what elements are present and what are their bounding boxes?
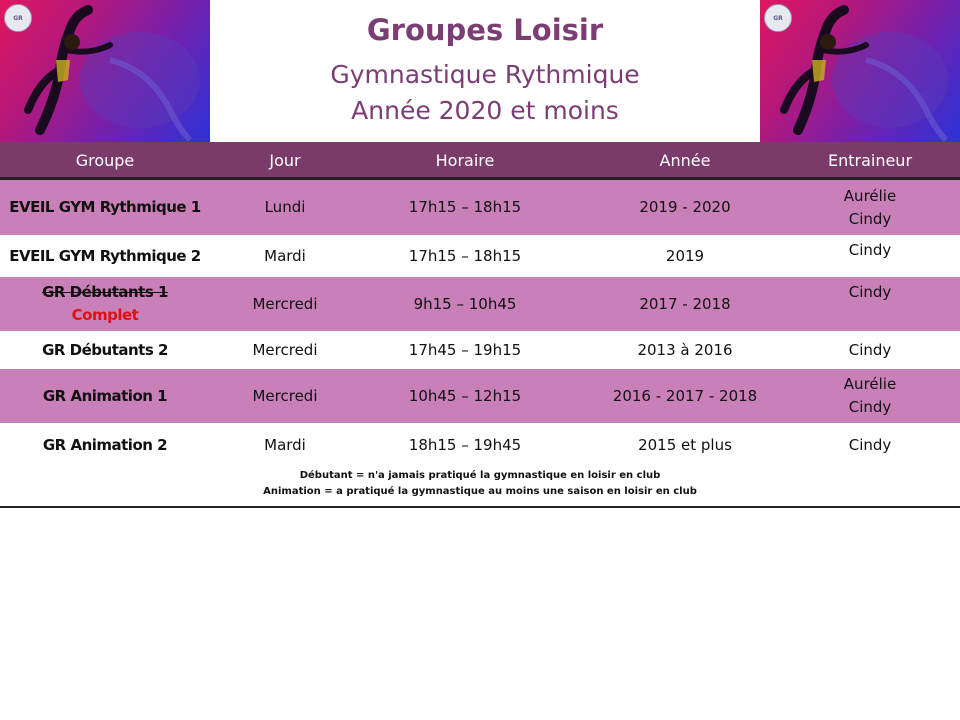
column-header-annee: Année bbox=[659, 150, 711, 170]
table-row bbox=[0, 369, 960, 423]
coach-cell bbox=[800, 180, 940, 235]
time-cell: 18h15 – 19h45 bbox=[408, 436, 522, 454]
page-year-line: Année 2020 et moins bbox=[351, 96, 619, 125]
time-cell: 17h15 – 18h15 bbox=[408, 246, 522, 265]
day-cell: Lundi bbox=[264, 198, 306, 216]
coach-cell bbox=[800, 423, 940, 468]
column-header-entraineur: Entraineur bbox=[827, 150, 913, 170]
group-name: GR Animation 1 bbox=[42, 386, 168, 405]
day-cell: Mercredi bbox=[252, 340, 318, 359]
column-header-groupe: Groupe bbox=[75, 150, 135, 170]
table-row bbox=[0, 235, 960, 277]
time-cell: 17h45 – 19h15 bbox=[408, 340, 522, 359]
coach-name: Cindy bbox=[848, 398, 892, 416]
coach-name: Cindy bbox=[848, 209, 892, 228]
time-cell: 17h15 – 18h15 bbox=[408, 198, 522, 216]
day-cell: Mercredi bbox=[252, 386, 318, 405]
day-cell: Mercredi bbox=[252, 294, 318, 313]
gymnast-photo-left bbox=[0, 0, 210, 142]
header-banner bbox=[0, 0, 960, 142]
group-cell bbox=[0, 277, 210, 331]
table-row bbox=[0, 331, 960, 369]
status-badge: Complet bbox=[71, 306, 139, 324]
coach-name: Cindy bbox=[848, 241, 892, 259]
coach-cell bbox=[800, 235, 940, 277]
club-logo: GR bbox=[4, 4, 32, 32]
page-title: Groupes Loisir bbox=[366, 13, 604, 47]
title-block bbox=[212, 0, 758, 142]
coach-name: Cindy bbox=[848, 283, 892, 301]
coach-cell bbox=[800, 369, 940, 423]
note-debutant: Débutant = n'a jamais pratiqué la gymnastique en loisir en club bbox=[299, 470, 661, 481]
group-name: EVEIL GYM Rythmique 1 bbox=[9, 198, 201, 216]
group-name: GR Débutants 2 bbox=[42, 340, 168, 359]
table-header bbox=[0, 142, 960, 180]
time-cell: 9h15 – 10h45 bbox=[413, 294, 517, 313]
year-cell: 2017 - 2018 bbox=[639, 294, 731, 313]
table-row bbox=[0, 423, 960, 468]
coach-name: Aurélie bbox=[843, 186, 897, 205]
gymnast-photo-right bbox=[760, 0, 960, 142]
group-name: GR Animation 2 bbox=[42, 436, 168, 454]
coach-cell bbox=[800, 331, 940, 369]
day-cell: Mardi bbox=[264, 246, 306, 265]
coach-cell bbox=[800, 277, 940, 331]
year-cell: 2019 bbox=[665, 246, 705, 265]
legend-notes bbox=[0, 468, 960, 508]
table-row bbox=[0, 180, 960, 235]
note-animation: Animation = a pratiqué la gymnastique au moins une saison en loisir en club bbox=[263, 486, 697, 497]
year-cell: 2016 - 2017 - 2018 bbox=[612, 386, 758, 405]
club-logo: GR bbox=[764, 4, 792, 32]
year-cell: 2013 à 2016 bbox=[637, 340, 733, 359]
group-name: EVEIL GYM Rythmique 2 bbox=[9, 246, 201, 265]
year-cell: 2019 - 2020 bbox=[639, 198, 731, 216]
year-cell: 2015 et plus bbox=[638, 436, 732, 454]
group-name: GR Débutants 1 bbox=[42, 283, 168, 301]
coach-name: Cindy bbox=[848, 340, 892, 359]
day-cell: Mardi bbox=[264, 436, 306, 454]
coach-name: Cindy bbox=[848, 436, 892, 454]
time-cell: 10h45 – 12h15 bbox=[408, 386, 522, 405]
column-header-jour: Jour bbox=[269, 150, 301, 170]
page-subtitle: Gymnastique Rythmique bbox=[330, 60, 640, 89]
column-header-horaire: Horaire bbox=[435, 150, 495, 170]
table-row bbox=[0, 277, 960, 331]
coach-name: Aurélie bbox=[843, 375, 897, 393]
